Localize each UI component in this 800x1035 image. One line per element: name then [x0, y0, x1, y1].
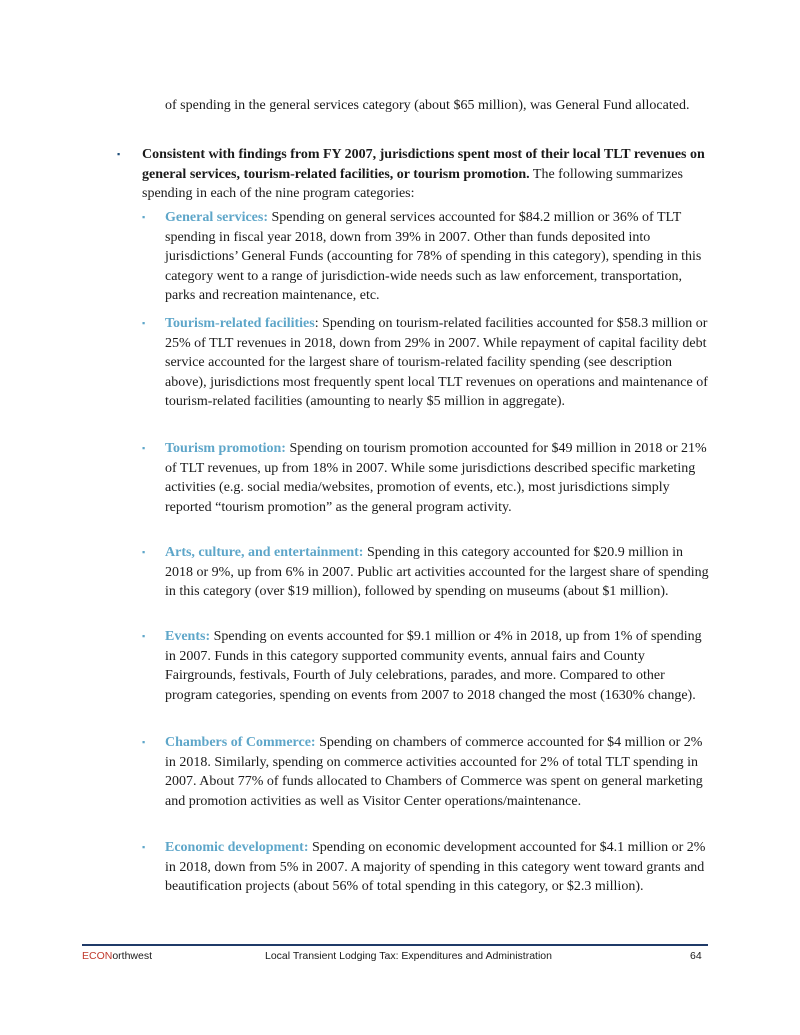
bullet-square-icon: ▪ — [142, 547, 146, 557]
main-bullet-rest: The following summarizes spending in each of the nine program categories: — [142, 166, 683, 201]
category-text: Spending in this category accounted for $20.9 million in 2018 or 9%, up from 6% in 2007. Public art activities accounted for the largest share of spending in this category (over $19 million), followed by spending on museums (about $1 million). — [165, 545, 709, 599]
footer-divider — [82, 944, 708, 946]
main-bullet-item — [117, 145, 712, 204]
category-label: Tourism promotion: — [165, 441, 286, 456]
category-text: Spending on economic development accounted for $4.1 million or 2% in 2018, down from 5% in 2007. A majority of spending in this category went toward grants and beautification projects (about 56% of total spending in this category, or $2.3 million). — [165, 840, 706, 894]
category-label: Tourism-related facilities — [165, 316, 315, 331]
category-text: Spending on tourism promotion accounted for $49 million in 2018 or 21% of TLT revenues, up from 18% in 2007. While some jurisdictions described specific marketing activities (e.g. social media/websites, promotion of events, etc.), most jurisdictions simply reported “tourism promotion” as the general program activity. — [165, 441, 707, 515]
continuation-text: of spending in the general services category (about $65 million), was General Fund allocated. — [165, 98, 690, 113]
category-text: Spending on general services accounted for $84.2 million or 36% of TLT spending in fiscal year 2018, down from 39% in 2007. Other than funds deposited into jurisdictions’ General Funds (accounting for 78% of spending in this category), spending in this category went to a range of jurisdiction-wide needs such as law enforcement, transportation, parks and recreation maintenance, etc. — [165, 210, 702, 303]
footer-title: Local Transient Lodging Tax: Expenditures and Administration — [265, 950, 552, 962]
category-label: Economic development: — [165, 840, 309, 855]
category-item-economic-development — [142, 838, 713, 897]
continuation-paragraph — [165, 96, 710, 116]
page-number: 64 — [690, 950, 702, 962]
category-item-chambers — [142, 733, 713, 811]
category-label: Events: — [165, 629, 211, 644]
category-label: Arts, culture, and entertainment: — [165, 545, 364, 560]
category-item-events — [142, 627, 713, 705]
bullet-square-icon: ▪ — [142, 212, 146, 222]
main-bullet-bold: Consistent with findings from FY 2007, jurisdictions spent most of their local TLT revenues on general services, tourism-related facilities, or tourism promotion. — [142, 147, 705, 182]
category-item-tourism-facilities — [142, 314, 713, 412]
category-text: Spending on chambers of commerce accounted for $4 million or 2% in 2018. Similarly, spending on commerce activities accounted for 2% of total TLT spending in 2007. About 77% of funds allocated to Chambers of Commerce was spent on general marketing and promotion activities as well as Visitor Center operations/maintenance. — [165, 735, 703, 809]
brand-prefix: ECON — [82, 950, 113, 962]
bullet-square-icon: ▪ — [117, 149, 121, 159]
category-label: General services: — [165, 210, 269, 225]
category-label: Chambers of Commerce: — [165, 735, 316, 750]
category-text: Spending on events accounted for $9.1 million or 4% in 2018, up from 1% of spending in 2007. Funds in this category supported community events, annual fairs and County Fairgrounds, festivals, Fourth of July celebrations, parades, and more. Compared to other program categories, spending on events from 2007 to 2018 changed the most (1630% change). — [165, 629, 702, 703]
brand-suffix: orthwest — [112, 950, 153, 962]
bullet-square-icon: ▪ — [142, 318, 146, 328]
category-item-arts-culture — [142, 543, 713, 602]
category-text: : Spending on tourism-related facilities accounted for $58.3 million or 25% of TLT revenues in 2018, down from 29% in 2007. While repayment of capital facility debt service accounted for the largest share of tourism-related facility spending (see description above), jurisdictions most frequently spent local TLT revenues on operations and maintenance of tourism-related facilities (amounting to nearly $5 million in aggregate). — [165, 316, 708, 409]
bullet-square-icon: ▪ — [142, 842, 146, 852]
category-item-tourism-promotion — [142, 439, 713, 517]
bullet-square-icon: ▪ — [142, 443, 146, 453]
category-item-general-services — [142, 208, 713, 306]
bullet-square-icon: ▪ — [142, 737, 146, 747]
bullet-square-icon: ▪ — [142, 631, 146, 641]
footer-brand — [82, 950, 152, 962]
